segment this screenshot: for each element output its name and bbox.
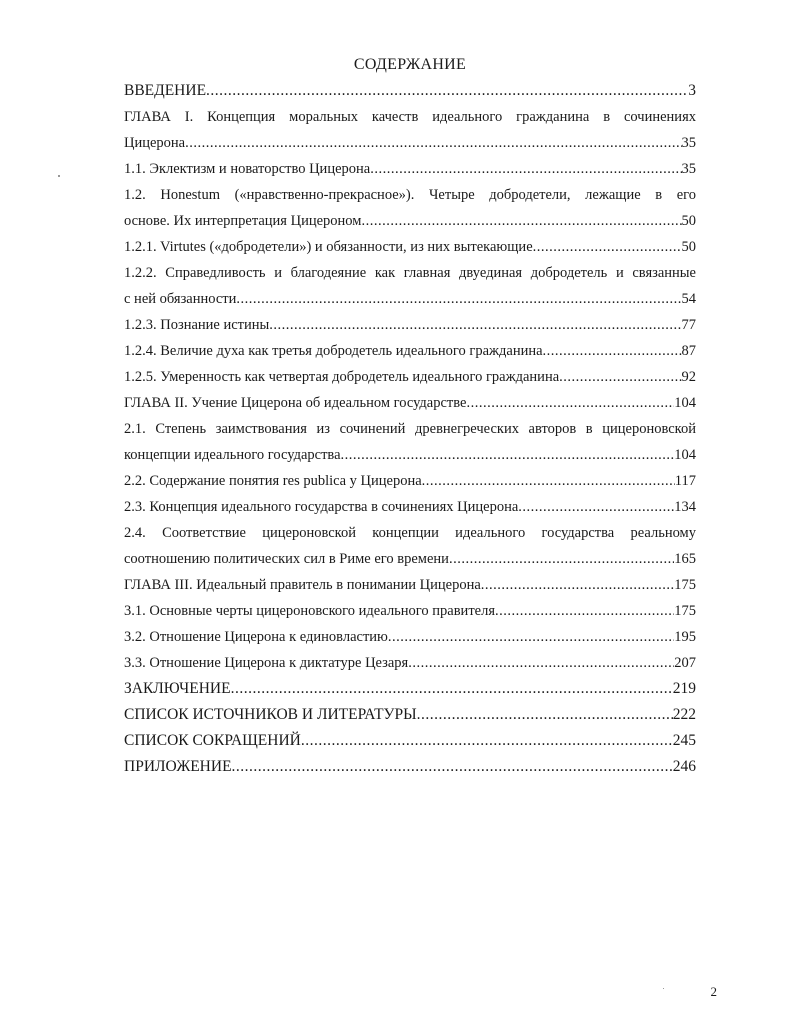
dot-leader <box>361 208 681 234</box>
table-of-contents <box>124 78 696 780</box>
toc-entry <box>124 624 696 650</box>
toc-entry-page: 35 <box>681 161 696 177</box>
toc-entry-row <box>124 676 696 702</box>
dot-leader <box>301 728 673 754</box>
toc-entry-line: 2.4. Соответствие цицероновской концепции идеального государства реальному <box>124 525 696 541</box>
toc-entry-title: с ней обязанности <box>124 291 237 307</box>
toc-entry-row <box>124 702 696 728</box>
toc-entry-page: 222 <box>672 706 696 723</box>
toc-entry-title: СПИСОК СОКРАЩЕНИЙ <box>124 732 301 749</box>
toc-entry-title: ЗАКЛЮЧЕНИЕ <box>124 680 231 697</box>
toc-entry <box>124 702 696 728</box>
toc-entry-row <box>124 390 696 416</box>
toc-entry-row <box>124 624 696 650</box>
toc-entry-page: 104 <box>674 447 696 463</box>
toc-entry-page: 195 <box>674 629 696 645</box>
toc-entry-page: 175 <box>674 603 696 619</box>
toc-entry-row <box>124 754 696 780</box>
dot-leader <box>232 754 673 780</box>
toc-entry-page: 219 <box>672 680 696 697</box>
dot-leader <box>269 312 681 338</box>
toc-entry-row <box>124 494 696 520</box>
toc-entry <box>124 650 696 676</box>
toc-entry <box>124 104 696 156</box>
scan-speck <box>58 175 60 177</box>
dot-leader <box>408 650 674 676</box>
toc-entry-page: 175 <box>674 577 696 593</box>
toc-entry-page: 134 <box>674 499 696 515</box>
toc-entry-row <box>124 650 696 676</box>
toc-entry-title: 3.2. Отношение Цицерона к единовластию <box>124 629 388 645</box>
dot-leader <box>422 468 675 494</box>
toc-entry <box>124 78 696 104</box>
toc-entry-page: 245 <box>672 732 696 749</box>
dot-leader <box>370 156 681 182</box>
toc-entry-title: 2.3. Концепция идеального государства в сочинениях Цицерона <box>124 499 519 515</box>
toc-entry-row <box>124 364 696 390</box>
toc-entry-row <box>124 286 696 312</box>
toc-entry-title: соотношению политических сил в Риме его времени <box>124 551 449 567</box>
toc-entry-title: СПИСОК ИСТОЧНИКОВ И ЛИТЕРАТУРЫ <box>124 706 417 723</box>
toc-entry-row <box>124 338 696 364</box>
toc-entry-row <box>124 156 696 182</box>
toc-entry-row <box>124 312 696 338</box>
toc-entry-row <box>124 130 696 156</box>
dot-leader <box>518 494 674 520</box>
toc-entry-row <box>124 234 696 260</box>
toc-entry-title: ГЛАВА II. Учение Цицерона об идеальном государстве <box>124 395 467 411</box>
toc-entry <box>124 520 696 572</box>
scan-speck <box>663 988 664 989</box>
dot-leader <box>543 338 682 364</box>
toc-entry-page: 54 <box>681 291 696 307</box>
toc-entry-page: 92 <box>681 369 696 385</box>
toc-entry <box>124 416 696 468</box>
toc-entry-title: ПРИЛОЖЕНИЕ <box>124 758 232 775</box>
toc-entry-page: 165 <box>674 551 696 567</box>
toc-entry-title: 1.2.5. Умеренность как четвертая добродетель идеального гражданина <box>124 369 560 385</box>
dot-leader <box>185 130 681 156</box>
toc-entry-title: 2.2. Содержание понятия res publica у Цицерона <box>124 473 422 489</box>
toc-entry-title: 1.2.1. Virtutes («добродетели») и обязанности, из них вытекающие <box>124 239 533 255</box>
dot-leader <box>449 546 674 572</box>
toc-entry-page: 87 <box>681 343 696 359</box>
toc-entry <box>124 598 696 624</box>
page-number: 2 <box>710 984 717 999</box>
toc-entry-line: ГЛАВА I. Концепция моральных качеств идеального гражданина в сочинениях <box>124 109 696 125</box>
toc-entry <box>124 234 696 260</box>
toc-entry-page: 246 <box>672 758 696 775</box>
toc-entry-title: Цицерона <box>124 135 186 151</box>
toc-entry-page: 207 <box>674 655 696 671</box>
toc-entry-line: 1.2. Honestum («нравственно-прекрасное»). Четыре добродетели, лежащие в его <box>124 187 696 203</box>
toc-entry <box>124 468 696 494</box>
toc-title: СОДЕРЖАНИЕ <box>353 56 467 73</box>
dot-leader <box>533 234 682 260</box>
toc-entry-line: 2.1. Степень заимствования из сочинений древнегреческих авторов в цицероновской <box>124 421 696 437</box>
toc-entry-title: ВВЕДЕНИЕ <box>124 82 207 99</box>
toc-entry-page: 50 <box>681 213 696 229</box>
toc-entry-page: 35 <box>681 135 696 151</box>
toc-entry <box>124 728 696 754</box>
dot-leader <box>231 676 673 702</box>
toc-entry <box>124 364 696 390</box>
toc-entry-title: основе. Их интерпретация Цицероном <box>124 213 362 229</box>
toc-entry <box>124 338 696 364</box>
toc-entry <box>124 572 696 598</box>
toc-entry <box>124 676 696 702</box>
toc-entry-row <box>124 572 696 598</box>
toc-entry-row <box>124 468 696 494</box>
dot-leader <box>236 286 681 312</box>
toc-entry-page: 3 <box>688 82 696 99</box>
toc-entry-title: концепции идеального государства <box>124 447 341 463</box>
toc-entry-page: 117 <box>674 473 696 489</box>
toc-entry-row <box>124 442 696 468</box>
dot-leader <box>417 702 673 728</box>
toc-entry <box>124 754 696 780</box>
dot-leader <box>495 598 674 624</box>
dot-leader <box>466 390 674 416</box>
toc-entry <box>124 390 696 416</box>
toc-entry <box>124 312 696 338</box>
dot-leader <box>341 442 675 468</box>
toc-entry-page: 104 <box>674 395 696 411</box>
dot-leader <box>559 364 681 390</box>
toc-entry-title: ГЛАВА III. Идеальный правитель в понимании Цицерона <box>124 577 481 593</box>
toc-entry-row <box>124 598 696 624</box>
dot-leader <box>388 624 674 650</box>
toc-entry-row <box>124 78 696 104</box>
toc-entry-line: 1.2.2. Справедливость и благодеяние как главная двуединая добродетель и связанные <box>124 265 696 281</box>
dot-leader <box>481 572 674 598</box>
toc-entry <box>124 260 696 312</box>
toc-entry-title: 1.1. Эклектизм и новаторство Цицерона <box>124 161 371 177</box>
toc-entry-row <box>124 208 696 234</box>
toc-entry-row <box>124 728 696 754</box>
toc-entry <box>124 494 696 520</box>
toc-entry <box>124 182 696 234</box>
toc-entry-row <box>124 546 696 572</box>
dot-leader <box>206 78 688 104</box>
toc-entry-title: 1.2.4. Величие духа как третья добродетель идеального гражданина <box>124 343 543 359</box>
toc-entry-page: 77 <box>681 317 696 333</box>
toc-entry <box>124 156 696 182</box>
toc-entry-page: 50 <box>681 239 696 255</box>
toc-entry-title: 3.1. Основные черты цицероновского идеального правителя <box>124 603 495 619</box>
toc-entry-title: 1.2.3. Познание истины <box>124 317 270 333</box>
toc-entry-title: 3.3. Отношение Цицерона к диктатуре Цезаря <box>124 655 409 671</box>
